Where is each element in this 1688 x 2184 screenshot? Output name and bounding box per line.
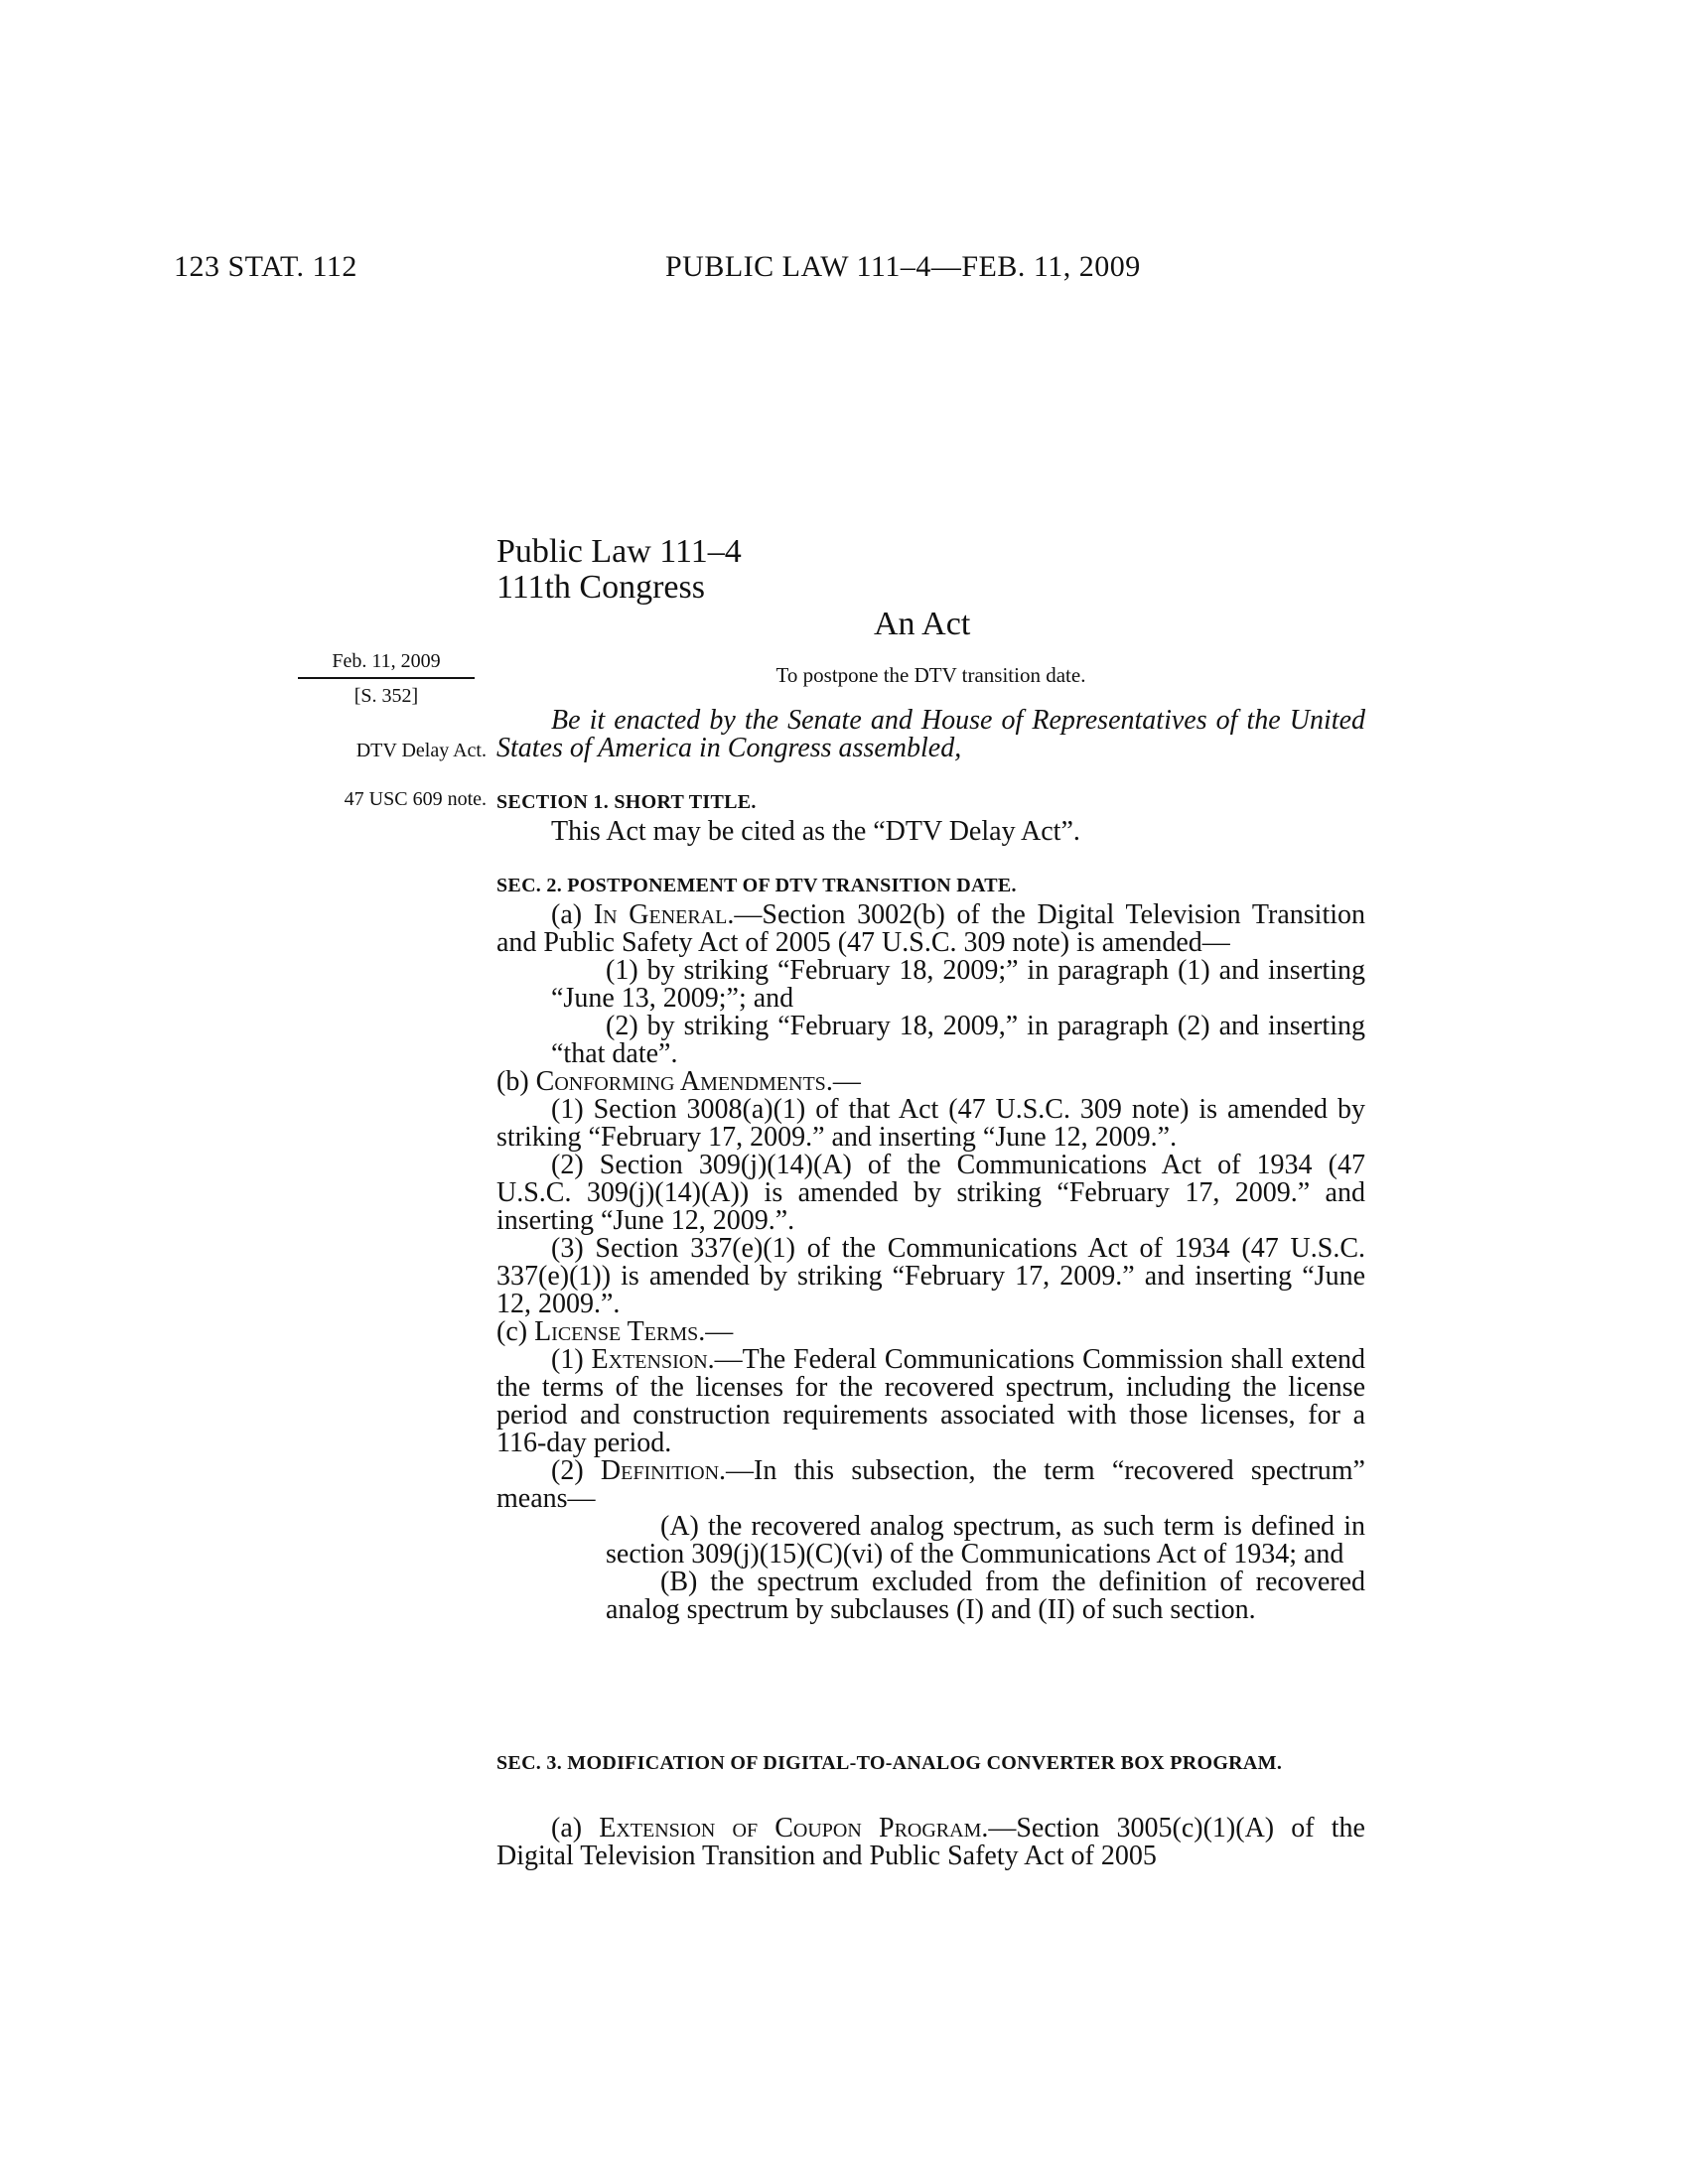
- running-title: PUBLIC LAW 111–4—FEB. 11, 2009: [665, 250, 1141, 283]
- section-3-a-text: .—Section 3005(c)(1)(A) of the Digital Television Transition and Public Safety Act of 2005: [496, 1813, 1365, 1871]
- subsection-a: [496, 901, 1365, 957]
- section-1-heading: SECTION 1. SHORT TITLE.: [496, 791, 757, 813]
- subsection-a-label: (a): [551, 899, 594, 930]
- law-number: Public Law 111–4: [496, 533, 742, 570]
- paragraph-c2: [496, 1457, 1365, 1513]
- subsection-a-text: .—Section 3002(b) of the Digital Television Transition and Public Safety Act of 2005 (47 U.S.C. 309 note) is amended—: [496, 899, 1366, 958]
- date-rule: [298, 677, 475, 679]
- subsection-b: [496, 1068, 1365, 1096]
- subsection-c-caption: License Terms: [534, 1316, 699, 1347]
- page-reference: 123 STAT. 112: [174, 250, 357, 283]
- act-purpose: To postpone the DTV transition date.: [775, 663, 1086, 687]
- section-2-body: [496, 901, 1365, 1624]
- paragraph-c1-text: .—The Federal Communications Commission shall extend the terms of the licenses for the recovered spectrum, including the license period and construction requirements associated with those licenses, for a 116-day period.: [496, 1344, 1365, 1458]
- paragraph-c1: [496, 1346, 1365, 1457]
- subsection-c: [496, 1318, 1365, 1346]
- paragraph-b3: (3) Section 337(e)(1) of the Communications Act of 1934 (47 U.S.C. 337(e)(1)) is amended by striking “February 17, 2009.” and inserting “June 12, 2009.”.: [496, 1233, 1365, 1319]
- enacting-clause: Be it enacted by the Senate and House of Representatives of the United States of America in Congress assembled,: [496, 705, 1365, 763]
- subsection-b-label: (b): [496, 1066, 536, 1097]
- section-3-subsection-a: [496, 1815, 1365, 1870]
- section-1-text: This Act may be cited as the “DTV Delay Act”.: [551, 816, 1080, 847]
- margin-note-usc: 47 USC 609 note.: [344, 788, 487, 810]
- paragraph-c2-text: .—In this subsection, the term “recovered spectrum” means—: [496, 1455, 1365, 1514]
- subsection-c-label: (c): [496, 1316, 535, 1347]
- subparagraph-c2A: (A) the recovered analog spectrum, as such term is defined in section 309(j)(15)(C)(vi) of the Communications Act of 1934; and: [606, 1511, 1365, 1570]
- paragraph-c1-caption: Extension: [591, 1344, 708, 1375]
- enactment-date: Feb. 11, 2009: [332, 650, 441, 672]
- paragraph-c2-caption: Definition: [600, 1455, 720, 1486]
- subsection-b-caption: Conforming Amendments: [535, 1066, 826, 1097]
- margin-note-short-title: DTV Delay Act.: [355, 740, 487, 761]
- subsection-c-dash: .—: [698, 1316, 734, 1347]
- section-3-a-caption: Extension of Coupon Program: [599, 1813, 982, 1843]
- subsection-a-caption: In General: [593, 899, 728, 930]
- paragraph-c2-label: (2): [551, 1455, 601, 1486]
- subparagraph-c2B: (B) the spectrum excluded from the definition of recovered analog spectrum by subclauses (I) and (II) of such section.: [606, 1567, 1365, 1625]
- section-3-a-label: (a): [551, 1813, 600, 1843]
- section-3-heading: SEC. 3. MODIFICATION OF DIGITAL-TO-ANALOG CONVERTER BOX PROGRAM.: [496, 1752, 1283, 1774]
- paragraph-b2: (2) Section 309(j)(14)(A) of the Communications Act of 1934 (47 U.S.C. 309(j)(14)(A)) is amended by striking “February 17, 2009.” and inserting “June 12, 2009.”.: [496, 1150, 1365, 1236]
- paragraph-a1: (1) by striking “February 18, 2009;” in paragraph (1) and inserting “June 13, 2009;”; and: [551, 955, 1365, 1014]
- subsection-b-dash: .—: [825, 1066, 861, 1097]
- bill-number: [S. 352]: [353, 685, 419, 707]
- paragraph-a2: (2) by striking “February 18, 2009,” in paragraph (2) and inserting “that date”.: [551, 1011, 1365, 1069]
- paragraph-b1: (1) Section 3008(a)(1) of that Act (47 U.S.C. 309 note) is amended by striking “February 17, 2009.” and inserting “June 12, 2009.”.: [496, 1094, 1365, 1153]
- enactment-date-block: [298, 650, 475, 708]
- paragraph-c1-label: (1): [551, 1344, 592, 1375]
- section-2-heading: SEC. 2. POSTPONEMENT OF DTV TRANSITION DATE.: [496, 875, 1017, 896]
- an-act-heading: An Act: [874, 606, 971, 642]
- congress-number: 111th Congress: [496, 569, 705, 606]
